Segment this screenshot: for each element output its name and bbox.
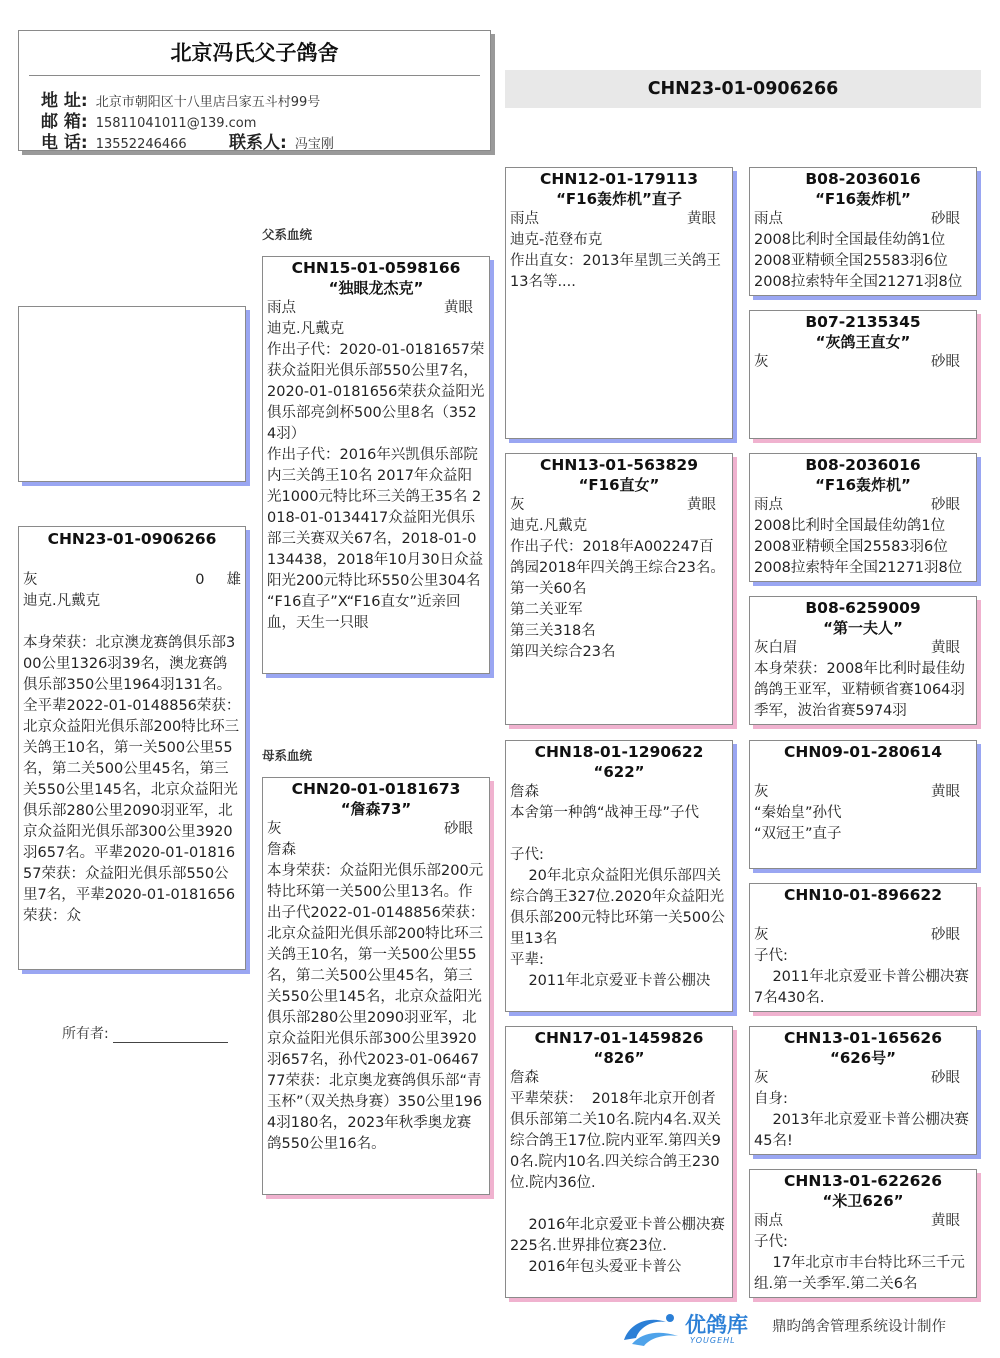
address-value: 北京市朝阳区十八里店吕家五斗村99号	[95, 95, 321, 110]
gen4-ring: B08-2036016	[805, 170, 921, 188]
gen3-ring: CHN18-01-1290622	[534, 743, 704, 761]
dam-card	[262, 777, 490, 1195]
gen3-attr-row	[506, 209, 732, 230]
sire-eye: 黄眼	[444, 300, 473, 316]
gen3-ring: CHN13-01-563829	[539, 456, 699, 474]
gen3-name: “622”	[593, 763, 645, 781]
gen4-color: 雨点	[754, 497, 783, 513]
gen4-color: 灰	[754, 354, 769, 370]
gen4-attr-row	[750, 638, 976, 659]
phone-value: 13552246466	[95, 137, 187, 151]
gen4-notes: 本身荣获：2008年比利时最佳幼鸽鸽王亚军，亚精顿省赛1064羽季军，波治省赛5974羽	[754, 661, 965, 719]
gen4-name	[750, 905, 976, 925]
gen4-attr-row	[750, 1068, 976, 1089]
sire-attr-row	[263, 298, 489, 319]
dam-color: 灰	[267, 821, 282, 837]
gen4-attr-row	[750, 1211, 976, 1232]
owner-label: 所有者:	[62, 1026, 109, 1042]
gen4-color: 雨点	[754, 211, 783, 227]
footer-brand-en: YOUGEHL	[690, 1336, 736, 1345]
gen3-attr-row	[506, 495, 732, 516]
sire-notes: 迪克.凡戴克 作出子代：2020-01-0181657荣获众益阳光俱乐部550公里7名，2020-01-0181656荣获众益阳光俱乐部亮剑杯500公里8名（3524羽） 作出子代：2016年兴凯俱乐部院内三关鸽王10名 2017年众益阳光1000元特比环三关鸽王35名 2018-01-0134417众益阳光俱乐部三关赛双关67名，2018-01-0134438，2018年10月30日众益阳光200元特比环550公里304名 “F16直子”X“F16直女”近亲回血，天生一只眼	[267, 321, 485, 631]
phone-row	[41, 128, 187, 151]
gen4-color: 灰	[754, 784, 769, 800]
subject-sex: 雄	[226, 572, 241, 588]
gen3-card	[505, 453, 733, 725]
gen3-color: 灰	[510, 497, 525, 513]
sire-line-label: 父系血统	[262, 227, 313, 242]
footer-brand: 优鸽库	[685, 1313, 748, 1337]
gen4-name: “F16轰炸机”	[815, 476, 911, 494]
gen3-name: “826”	[593, 1049, 645, 1067]
gen4-notes: 子代: 2011年北京爱亚卡普公棚决赛7名430名.	[754, 948, 969, 1006]
gen4-color: 雨点	[754, 1213, 783, 1229]
gen4-eye: 砂眼	[931, 497, 960, 513]
top-ring-banner: CHN23-01-0906266	[505, 70, 981, 108]
gen3-ring: CHN12-01-179113	[539, 170, 699, 188]
sire-card	[262, 256, 490, 674]
contact-label: 联系人:	[229, 133, 287, 151]
subject-ring: CHN23-01-0906266	[47, 530, 217, 548]
email-value: 15811041011@139.com	[95, 116, 257, 131]
gen4-card	[749, 596, 977, 725]
gen4-attr-row	[750, 209, 976, 230]
gen4-notes: “秦始皇”孙代 “双冠王”直子	[754, 805, 842, 842]
sire-color: 雨点	[267, 300, 296, 316]
gen3-notes: 迪克.凡戴克 作出子代：2018年A002247百鸽园2018年四关鸽王综合23名。 第一关60名 第二关亚军 第三关318名 第四关综合23名	[510, 518, 725, 660]
dam-eye: 砂眼	[444, 821, 473, 837]
gen3-card	[505, 1026, 733, 1298]
kennel-name: 北京冯氏父子鸽舍	[29, 37, 480, 76]
sire-name: “独眼龙杰克”	[328, 279, 424, 297]
kennel-card	[18, 30, 491, 151]
phone-label: 电 话:	[41, 133, 88, 151]
gen4-card	[749, 310, 977, 439]
gen4-eye: 砂眼	[931, 354, 960, 370]
gen4-ring: CHN09-01-280614	[783, 743, 943, 761]
subject-number: 0	[195, 572, 205, 588]
dam-ring: CHN20-01-0181673	[291, 780, 461, 798]
gen4-ring: CHN13-01-622626	[783, 1172, 943, 1190]
photo-placeholder	[18, 306, 246, 482]
address-label: 地 址:	[41, 91, 88, 111]
gen4-card	[749, 167, 977, 296]
gen4-card	[749, 1169, 977, 1298]
gen4-attr-row	[750, 495, 976, 516]
gen4-name	[750, 762, 976, 782]
gen4-color: 灰白眉	[754, 640, 798, 656]
gen4-eye: 砂眼	[931, 211, 960, 227]
gen4-notes: 2008比利时全国最佳幼鸽1位 2008亚精顿全国25583羽6位 2008拉索特年全国21271羽8位	[754, 232, 963, 290]
subject-color: 灰	[23, 572, 38, 588]
gen4-eye: 黄眼	[931, 1213, 960, 1229]
gen4-eye: 黄眼	[931, 784, 960, 800]
gen3-ring: CHN17-01-1459826	[534, 1029, 704, 1047]
gen4-card	[749, 1026, 977, 1155]
subject-attr-row	[19, 570, 245, 591]
gen4-card	[749, 883, 977, 1012]
subject-notes: 迪克.凡戴克 本身荣获：北京澳龙赛鸽俱乐部300公里1326羽39名，澳龙赛鸽俱乐部350公里1964羽131名。 全平辈2022-01-0148856荣获：北京众益阳光俱乐部200特比环三关鸽王10名，第一关500公里55名，第二关500公里45名，第三关550公里145名，北京众益阳光俱乐部280公里2090羽亚军，北京众益阳光俱乐部300公里3920羽657名。平辈2020-01-0181657荣获：众益阳光俱乐部550公里7名，平辈2020-01-0181656荣获：众	[23, 593, 241, 924]
gen4-notes: 子代: 17年北京市丰台特比环三千元组.第一关季军.第二关6名	[754, 1234, 965, 1292]
owner-field	[62, 1023, 228, 1043]
dam-name: “詹森73”	[340, 800, 412, 818]
gen4-card	[749, 453, 977, 582]
gen4-name: “第一夫人”	[823, 619, 903, 637]
gen4-notes: 2008比利时全国最佳幼鸽1位 2008亚精顿全国25583羽6位 2008拉索特年全国21271羽8位	[754, 518, 963, 576]
gen4-name: “灰鸽王直女”	[815, 333, 911, 351]
dam-attr-row	[263, 819, 489, 840]
gen4-ring: B08-6259009	[805, 599, 921, 617]
gen4-ring: CHN13-01-165626	[783, 1029, 943, 1047]
sire-ring: CHN15-01-0598166	[291, 259, 461, 277]
footer-credit: 鼎昀鸽舍管理系统设计制作	[772, 1319, 946, 1335]
gen4-notes: 自身: 2013年北京爱亚卡普公棚决赛45名!	[754, 1091, 969, 1149]
dam-notes: 詹森 本身荣获：众益阳光俱乐部200元特比环第一关500公里13名。作出子代2022-01-0148856荣获：北京众益阳光俱乐部200特比环三关鸽王10名，第一关500公里55名，第二关500公里45名，第三关550公里145名，北京众益阳光俱乐部280公里2090羽亚军，北京众益阳光俱乐部300公里3920羽657名，孙代2023-01-0646777荣获：北京奥龙赛鸽俱乐部“青玉杯”（双关热身赛）350公里1964羽180名，2023年秋季奥龙赛鸽550公里16名。	[267, 842, 485, 1152]
gen4-name: “626号”	[829, 1049, 897, 1067]
gen4-ring: B07-2135345	[805, 313, 921, 331]
gen3-card	[505, 740, 733, 1012]
gen3-color: 雨点	[510, 211, 539, 227]
gen4-ring: B08-2036016	[805, 456, 921, 474]
gen3-notes: 迪克-范登布克 作出直女：2013年星凯三关鸽王13名等....	[510, 232, 721, 290]
gen4-attr-row	[750, 352, 976, 373]
gen4-card	[749, 740, 977, 869]
gen4-name: “F16轰炸机”	[815, 190, 911, 208]
gen4-eye: 砂眼	[931, 1070, 960, 1086]
swirl-logo-icon	[620, 1310, 682, 1348]
gen3-notes: 詹森 平辈荣获： 2018年北京开创者俱乐部第二关10名.院内4名.双关综合鸽王17位.院内亚军.第四关90名.院内10名.四关综合鸽王230位.院内36位. 2016年北京爱亚卡普公棚决赛225名.世界排位赛23位. 2016年包头爱亚卡普公	[510, 1070, 725, 1275]
subject-card	[18, 526, 246, 970]
gen4-attr-row	[750, 782, 976, 803]
gen4-color: 灰	[754, 1070, 769, 1086]
gen3-eye: 黄眼	[687, 211, 716, 227]
gen3-name: “F16直女”	[578, 476, 660, 494]
gen4-attr-row	[750, 925, 976, 946]
gen3-name: “F16轰炸机”直子	[556, 190, 682, 208]
gen4-color: 灰	[754, 927, 769, 943]
dam-line-label: 母系血统	[262, 748, 313, 763]
gen3-card	[505, 167, 733, 439]
owner-line	[113, 1030, 228, 1043]
gen4-eye: 黄眼	[931, 640, 960, 656]
gen4-ring: CHN10-01-896622	[783, 886, 943, 904]
contact-value: 冯宝刚	[294, 137, 334, 151]
email-label: 邮 箱:	[41, 112, 88, 132]
gen3-notes: 詹森 本舍第一种鸽“战神王母”子代 子代: 20年北京众益阳光俱乐部四关综合鸽王327位.2020年众益阳光俱乐部200元特比环第一关500公里13名 平辈: 2011年北京爱亚卡普公棚决	[510, 784, 725, 989]
gen4-name: “米卫626”	[822, 1192, 904, 1210]
contact-row	[229, 128, 334, 151]
gen3-eye: 黄眼	[687, 497, 716, 513]
gen4-eye: 砂眼	[931, 927, 960, 943]
